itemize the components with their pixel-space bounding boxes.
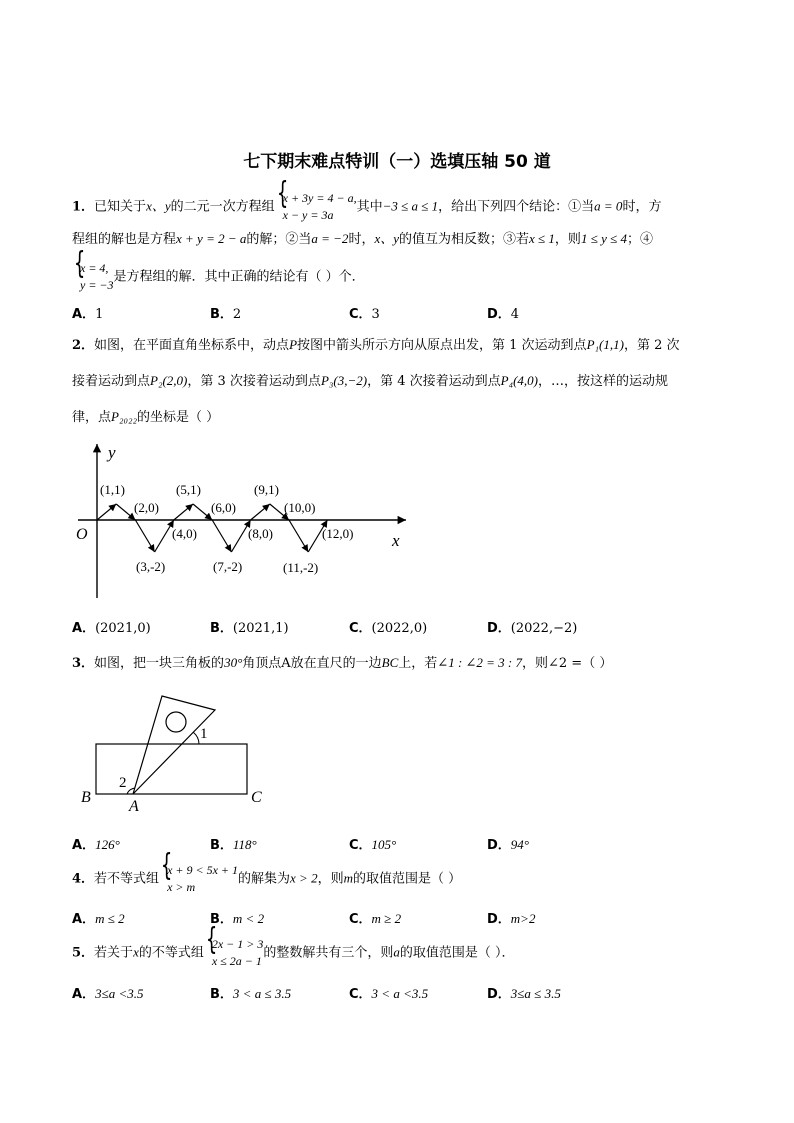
q5-option-b: B．3 < a ≤ 3.5 bbox=[210, 986, 292, 1002]
q2-text: 的坐标是（ ） bbox=[137, 410, 220, 425]
q5-text: 的取值范围是（ ）． bbox=[399, 945, 515, 961]
path-segment bbox=[212, 520, 231, 552]
q4-variable: m bbox=[343, 870, 353, 886]
q2-line-2 bbox=[72, 372, 668, 391]
q4-text: 的取值范围是（ ） bbox=[352, 871, 462, 887]
q1-solution-system bbox=[72, 260, 114, 294]
q4-text: 的解集为 bbox=[238, 871, 291, 887]
q1-text: 是方程组的解．其中正确的结论有（ ）个． bbox=[113, 269, 365, 285]
triangle-hole bbox=[166, 712, 186, 732]
y-axis-label: y bbox=[108, 443, 116, 462]
q3-option-a: A．126° bbox=[72, 837, 120, 853]
q2-point-p3: P₃(3,−2) bbox=[320, 373, 368, 388]
q4-inequality-system bbox=[159, 862, 238, 896]
q2-text: ，第 2 次 bbox=[623, 338, 680, 353]
q1-vars: x、y bbox=[374, 231, 399, 246]
point-label: (9,1) bbox=[254, 482, 279, 497]
q4-text: ，则 bbox=[317, 871, 344, 887]
q1-equation: x + y = 2 − a bbox=[176, 231, 247, 246]
q3-side-bc: BC bbox=[381, 655, 399, 670]
q5-variable-x: x bbox=[133, 944, 139, 960]
q3-line-1 bbox=[72, 654, 612, 673]
q2-text: 如图，在平面直角坐标系中，动点 bbox=[94, 338, 290, 353]
path-segment bbox=[97, 504, 116, 520]
q4-system-row-2: x > m bbox=[167, 880, 196, 894]
point-label: (3,-2) bbox=[136, 559, 166, 574]
path-segment bbox=[116, 504, 135, 520]
q3-option-c: C．105° bbox=[349, 837, 397, 853]
q5-option-c: C．3 < a <3.5 bbox=[349, 986, 429, 1002]
q1-case-3: x ≤ 1 bbox=[529, 231, 555, 246]
angle-1-arc bbox=[193, 732, 199, 744]
path-segment bbox=[174, 504, 193, 520]
q5-option-d: D．3≤a ≤ 3.5 bbox=[487, 986, 561, 1002]
q1-solution-row-2: y = −3 bbox=[80, 278, 114, 292]
point-label: (8,0) bbox=[248, 526, 273, 541]
q2-option-c: C．(2022,0) bbox=[349, 621, 428, 636]
q1-text: 时， bbox=[348, 232, 375, 247]
q1-text: 的二元一次方程组 bbox=[170, 199, 275, 215]
q1-condition: −3 ≤ a ≤ 1 bbox=[382, 198, 439, 214]
q1-line-2 bbox=[72, 230, 653, 249]
q3-angle: 30° bbox=[224, 655, 243, 670]
q5-variable-a: a bbox=[393, 944, 400, 960]
q2-point-p1: P₁(1,1) bbox=[586, 337, 624, 352]
q1-option-d: D．4 bbox=[487, 307, 520, 322]
q5-text: 的整数解共有三个，则 bbox=[263, 945, 394, 961]
q1-text: 已知关于 bbox=[94, 199, 147, 215]
x-axis-label: x bbox=[392, 531, 400, 550]
q2-point-p: P bbox=[289, 337, 298, 352]
q3-option-d: D．94° bbox=[487, 837, 529, 853]
q2-option-d: D．(2022,−2) bbox=[487, 621, 578, 636]
q2-text: 接着运动到点 bbox=[72, 374, 151, 389]
q4-system-row-1: { x + 9 < 5x + 1 bbox=[167, 863, 239, 877]
path-segment bbox=[155, 520, 174, 552]
q4-option-c: C．m ≥ 2 bbox=[349, 911, 402, 927]
q1-text: ；④ bbox=[626, 232, 653, 247]
q2-text: 律，点 bbox=[72, 410, 112, 425]
q1-line-3 bbox=[72, 260, 365, 294]
q1-case-1: a = 0 bbox=[594, 198, 623, 214]
q1-option-a: A．1 bbox=[72, 307, 104, 322]
q2-number: 2． bbox=[72, 338, 95, 353]
q1-vars: x、y bbox=[146, 198, 171, 214]
point-label: (2,0) bbox=[134, 500, 159, 515]
point-c-label: C bbox=[251, 789, 262, 806]
point-label: (6,0) bbox=[211, 500, 236, 515]
q1-text: 其中 bbox=[356, 199, 383, 215]
q1-text: ，则 bbox=[554, 232, 581, 247]
q5-system-row-2: x ≤ 2a − 1 bbox=[211, 954, 262, 968]
point-label: (4,0) bbox=[172, 526, 197, 541]
q1-case-2: a = −2 bbox=[311, 231, 349, 246]
q1-number: 1． bbox=[72, 199, 95, 215]
point-label: (10,0) bbox=[284, 500, 316, 515]
point-label: (11,-2) bbox=[283, 560, 319, 575]
q5-inequality-system bbox=[204, 936, 264, 970]
q3-text: 上，若 bbox=[398, 656, 438, 671]
point-label: (5,1) bbox=[176, 482, 201, 497]
q1-equation-system bbox=[275, 190, 357, 224]
q5-option-a: A．3≤a <3.5 bbox=[72, 986, 144, 1002]
q4-line-1 bbox=[72, 862, 461, 896]
q4-option-d: D．m>2 bbox=[487, 911, 536, 927]
point-a-label: A bbox=[129, 798, 139, 815]
point-label: (7,-2) bbox=[213, 559, 243, 574]
q1-text: 的值互为相反数；③若 bbox=[399, 232, 530, 247]
q5-system-row-1: { 2x − 1 > 3 bbox=[211, 937, 264, 951]
q2-text: 按图中箭头所示方向从原点出发，第 1 次运动到点 bbox=[297, 338, 587, 353]
q1-text: ，给出下列四个结论：①当 bbox=[438, 199, 595, 215]
q2-point-p2: P₂(2,0) bbox=[150, 373, 188, 388]
q1-system-row-2: x − y = 3a bbox=[282, 208, 334, 222]
path-segment bbox=[251, 504, 270, 520]
q1-text: 时，方 bbox=[622, 199, 662, 215]
q5-text: 若关于 bbox=[94, 945, 134, 961]
point-b-label: B bbox=[81, 789, 91, 806]
q5-line-1 bbox=[72, 936, 515, 970]
q1-solution-row-1: { x = 4, bbox=[80, 261, 109, 275]
q2-line-3 bbox=[72, 408, 219, 427]
q3-text: 如图，把一块三角板的 bbox=[94, 656, 225, 671]
triangle-board bbox=[133, 696, 215, 794]
q1-system-row-1: { x + 3y = 4 − a, bbox=[282, 191, 357, 205]
q4-option-b: B．m < 2 bbox=[210, 911, 265, 927]
angle-2-label: 2 bbox=[119, 775, 127, 791]
q1-text: 的解；②当 bbox=[246, 232, 312, 247]
q3-ratio: ∠1 : ∠2 = 3 : 7 bbox=[437, 655, 523, 670]
q5-number: 5． bbox=[72, 945, 95, 961]
q2-point-p4: P₄(4,0) bbox=[500, 373, 539, 388]
q1-option-b: B．2 bbox=[210, 307, 242, 322]
q5-text: 的不等式组 bbox=[138, 945, 204, 961]
q4-option-a: A．m ≤ 2 bbox=[72, 911, 125, 927]
q3-text: 角顶点A放在直尺的一边 bbox=[242, 656, 382, 671]
point-label: (1,1) bbox=[100, 482, 125, 497]
path-segment bbox=[193, 504, 212, 520]
point-labels bbox=[100, 482, 353, 575]
q4-number: 4． bbox=[72, 871, 95, 887]
q3-ruler-triangle-figure bbox=[75, 690, 275, 815]
q3-option-b: B．118° bbox=[210, 837, 257, 853]
angle-1-label: 1 bbox=[200, 726, 208, 742]
path-segment bbox=[135, 520, 154, 552]
q2-text: ，第 4 次接着运动到点 bbox=[367, 374, 501, 389]
origin-label: O bbox=[76, 526, 88, 543]
q2-line-1 bbox=[72, 336, 679, 355]
q2-point-p2022: P₂₀₂₂ bbox=[111, 409, 138, 424]
q1-line-1 bbox=[72, 190, 661, 224]
q2-option-b: B．(2021,1) bbox=[210, 621, 289, 636]
q2-text: ，…，按这样的运动规 bbox=[538, 374, 669, 389]
q1-option-c: C．3 bbox=[349, 307, 380, 322]
q4-text: 若不等式组 bbox=[94, 871, 160, 887]
q2-text: ，第 3 次接着运动到点 bbox=[187, 374, 321, 389]
q2-option-a: A．(2021,0) bbox=[72, 621, 151, 636]
q3-number: 3． bbox=[72, 656, 95, 671]
q3-text: ，则∠2 =（ ） bbox=[522, 656, 613, 671]
q2-coordinate-figure bbox=[70, 438, 420, 603]
q1-case-3-range: 1 ≤ y ≤ 4 bbox=[580, 231, 627, 246]
point-label: (12,0) bbox=[322, 526, 354, 541]
q4-solution: x > 2 bbox=[290, 870, 318, 886]
path-segment bbox=[289, 520, 308, 552]
q1-text: 程组的解也是方程 bbox=[72, 232, 177, 247]
page-title: 七下期末难点特训（一）选填压轴 50 道 bbox=[243, 152, 551, 172]
